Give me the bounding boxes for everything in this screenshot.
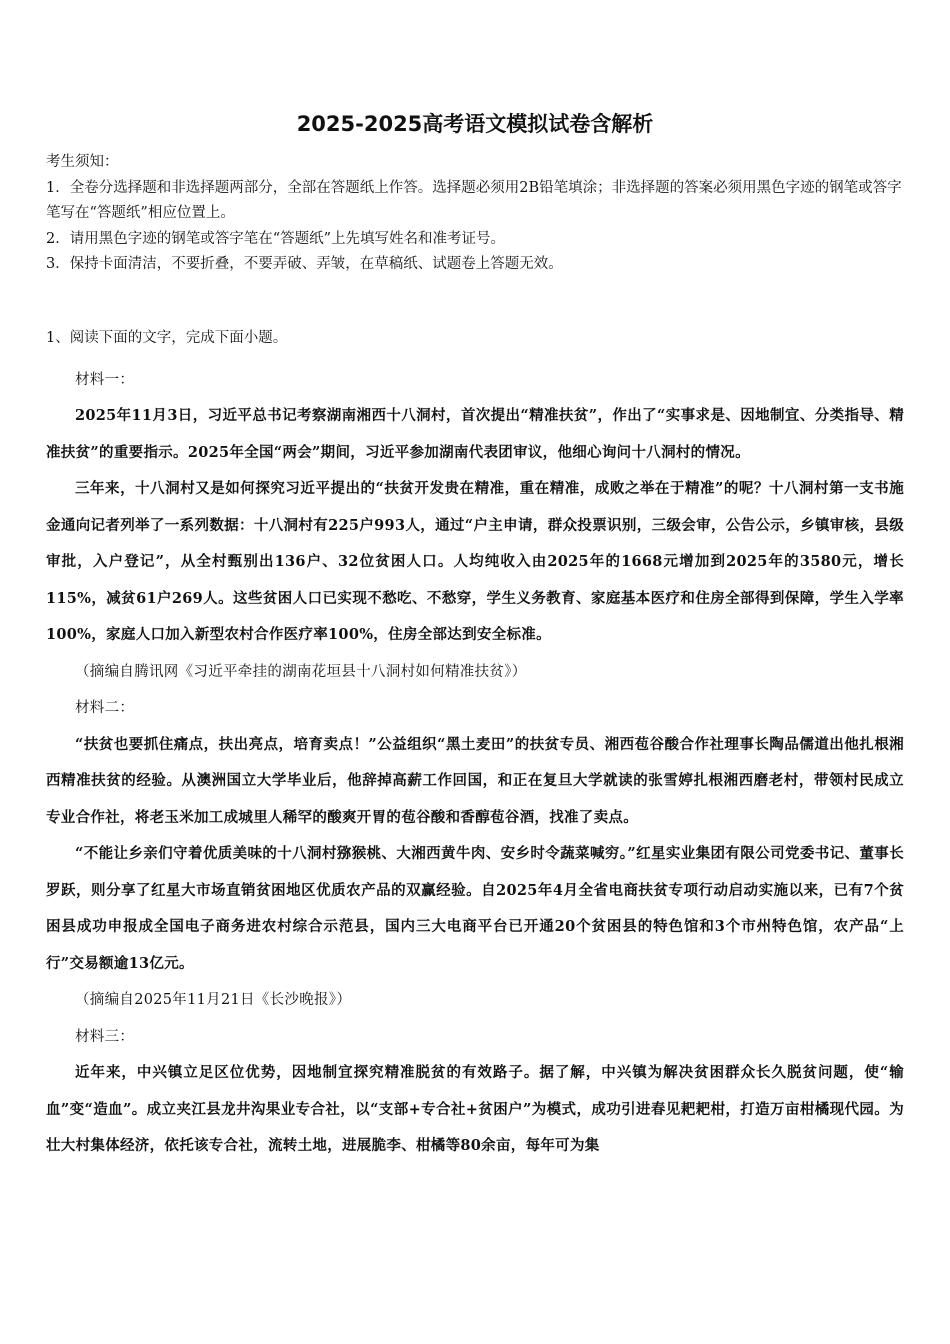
- reading-passage: [46, 362, 904, 1165]
- material-1-paragraph-2: 三年来，十八洞村又是如何探究习近平提出的“扶贫开发贵在精准，重在精准，成败之举在于精准”的呢？十八洞村第一支书施金通向记者列举了一系列数据：十八洞村有225户993人，通过“户主申请，群众投票识别，三级会审，公告公示，乡镇审核，县级审批，入户登记”，从全村甄别出136户、32位贫困人口。人均纯收入由2025年的1668元增加到2025年的3580元，增长115%，减贫61户269人。这些贫困人口已实现不愁吃、不愁穿，学生义务教育、家庭基本医疗和住房全部得到保障，学生入学率100%，家庭人口加入新型农村合作医疗率100%，住房全部达到安全标准。: [46, 480, 904, 643]
- notice-item-1: 1．全卷分选择题和非选择题两部分，全部在答题纸上作答。选择题必须用2B铅笔填涂；非选择题的答案必须用黑色字迹的钢笔或答字笔写在“答题纸”相应位置上。: [46, 179, 902, 221]
- material-2-paragraph-1: “扶贫也要抓住痛点，扶出亮点，培育卖点！”公益组织“黑土麦田”的扶贫专员、湘西苞谷酸合作社理事长陶品儒道出他扎根湘西精准扶贫的经验。从澳洲国立大学毕业后，他辞掉高薪工作回国，和正在复旦大学就读的张雪婷扎根湘西磨老村，带领村民成立专业合作社，将老玉米加工成城里人稀罕的酸爽开胃的苞谷酸和香醇苞谷酒，找准了卖点。: [46, 735, 904, 826]
- material-1-source: （摘编自腾讯网《习近平牵挂的湖南花垣县十八洞村如何精准扶贫》）: [75, 663, 527, 680]
- material-2-source: （摘编自2025年11月21日《长沙晚报》）: [75, 992, 352, 1008]
- material-2-paragraph-2: “不能让乡亲们守着优质美味的十八洞村猕猴桃、大湘西黄牛肉、安乡时令蔬菜喊穷。”红星实业集团有限公司党委书记、董事长罗跃，则分享了红星大市场直销贫困地区优质农产品的双赢经验。自2025年4月全省电商扶贫专项行动启动实施以来，已有7个贫困县成功申报成全国电子商务进农村综合示范县，国内三大电商平台已开通20个贫困县的特色馆和3个市州特色馆，农产品“上行”交易额逾13亿元。: [46, 845, 904, 972]
- notice-item-3: 3．保持卡面清洁，不要折叠，不要弄破、弄皱，在草稿纸、试题卷上答题无效。: [46, 256, 563, 272]
- page-title: 2025-2025高考语文模拟试卷含解析: [296, 112, 654, 136]
- exam-notice: [46, 150, 904, 278]
- notice-item-2: 2．请用黑色字迹的钢笔或答字笔在“答题纸”上先填写姓名和准考证号。: [46, 230, 506, 247]
- material-3-paragraph-1: 近年来，中兴镇立足区位优势，因地制宜探究精准脱贫的有效路子。据了解，中兴镇为解决贫困群众长久脱贫问题，使“输血”变“造血”。成立夹江县龙井沟果业专合社，以“支部+专合社+贫困户”为模式，成功引进春见耙耙柑，打造万亩柑橘现代园。为壮大村集体经济，依托该专合社，流转土地，进展脆李、柑橘等80余亩，每年可为集: [46, 1064, 904, 1154]
- material-1-label: 材料一：: [75, 371, 135, 388]
- question-heading: 1、阅读下面的文字，完成下面小题。: [46, 329, 288, 346]
- material-3-label: 材料三：: [75, 1028, 135, 1045]
- material-2-label: 材料二：: [75, 700, 135, 716]
- spacer: [46, 278, 904, 326]
- notice-heading: 考生须知：: [46, 154, 119, 170]
- material-1-paragraph-1: 2025年11月3日，习近平总书记考察湖南湘西十八洞村，首次提出“精准扶贫”，作出了“实事求是、因地制宜、分类指导、精准扶贫”的重要指示。2025年全国“两会”期间，习近平参加湖南代表团审议，他细心询问十八洞村的情况。: [46, 407, 904, 461]
